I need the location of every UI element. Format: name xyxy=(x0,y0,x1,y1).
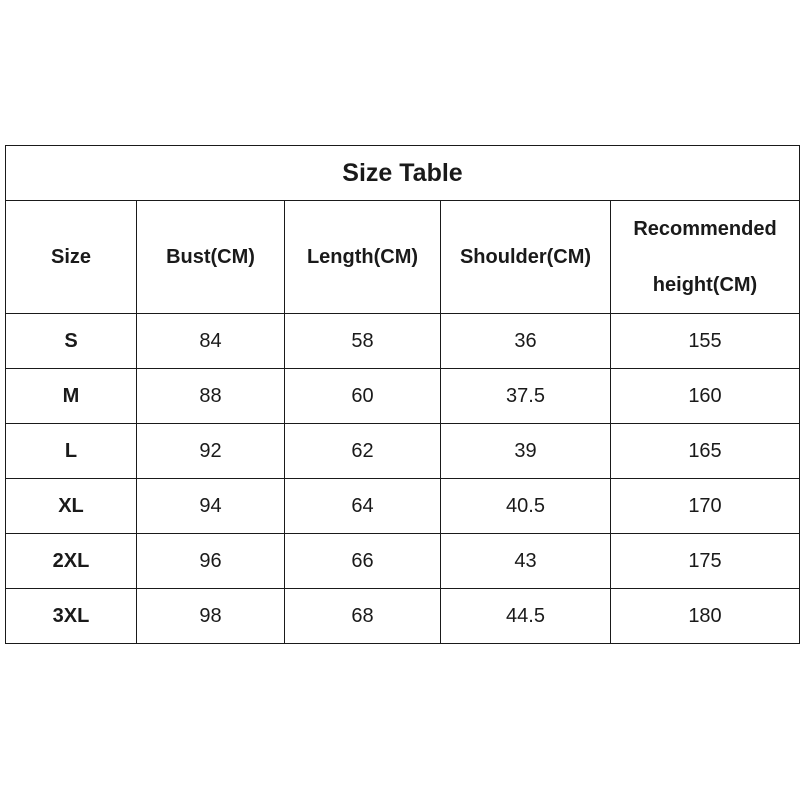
header-row xyxy=(6,201,800,314)
cell-size: XL xyxy=(6,479,137,534)
cell-size: 2XL xyxy=(6,534,137,589)
cell-height: 175 xyxy=(611,534,800,589)
cell-bust: 94 xyxy=(137,479,285,534)
cell-size: L xyxy=(6,424,137,479)
cell-shoulder: 40.5 xyxy=(441,479,611,534)
cell-length: 58 xyxy=(285,314,441,369)
header-size: Size xyxy=(6,201,137,314)
header-length: Length(CM) xyxy=(285,201,441,314)
cell-length: 68 xyxy=(285,589,441,644)
header-shoulder: Shoulder(CM) xyxy=(441,201,611,314)
size-table xyxy=(5,145,800,644)
cell-length: 66 xyxy=(285,534,441,589)
cell-shoulder: 37.5 xyxy=(441,369,611,424)
cell-height: 180 xyxy=(611,589,800,644)
cell-height: 165 xyxy=(611,424,800,479)
table-row xyxy=(6,314,800,369)
table-row xyxy=(6,479,800,534)
cell-size: 3XL xyxy=(6,589,137,644)
cell-bust: 98 xyxy=(137,589,285,644)
cell-bust: 84 xyxy=(137,314,285,369)
table-row xyxy=(6,424,800,479)
cell-shoulder: 36 xyxy=(441,314,611,369)
header-recommended-height-line1: Recommended xyxy=(633,218,777,240)
header-recommended-height xyxy=(611,201,800,314)
title-row xyxy=(6,146,800,201)
cell-height: 155 xyxy=(611,314,800,369)
cell-length: 60 xyxy=(285,369,441,424)
table-row xyxy=(6,369,800,424)
cell-bust: 96 xyxy=(137,534,285,589)
table-row xyxy=(6,589,800,644)
cell-shoulder: 44.5 xyxy=(441,589,611,644)
cell-shoulder: 43 xyxy=(441,534,611,589)
cell-size: M xyxy=(6,369,137,424)
cell-length: 64 xyxy=(285,479,441,534)
header-recommended-height-line2: height(CM) xyxy=(652,274,758,296)
cell-bust: 92 xyxy=(137,424,285,479)
cell-height: 170 xyxy=(611,479,800,534)
table-row xyxy=(6,534,800,589)
cell-length: 62 xyxy=(285,424,441,479)
cell-size: S xyxy=(6,314,137,369)
cell-bust: 88 xyxy=(137,369,285,424)
header-bust: Bust(CM) xyxy=(137,201,285,314)
table-title: Size Table xyxy=(6,146,800,201)
cell-height: 160 xyxy=(611,369,800,424)
cell-shoulder: 39 xyxy=(441,424,611,479)
